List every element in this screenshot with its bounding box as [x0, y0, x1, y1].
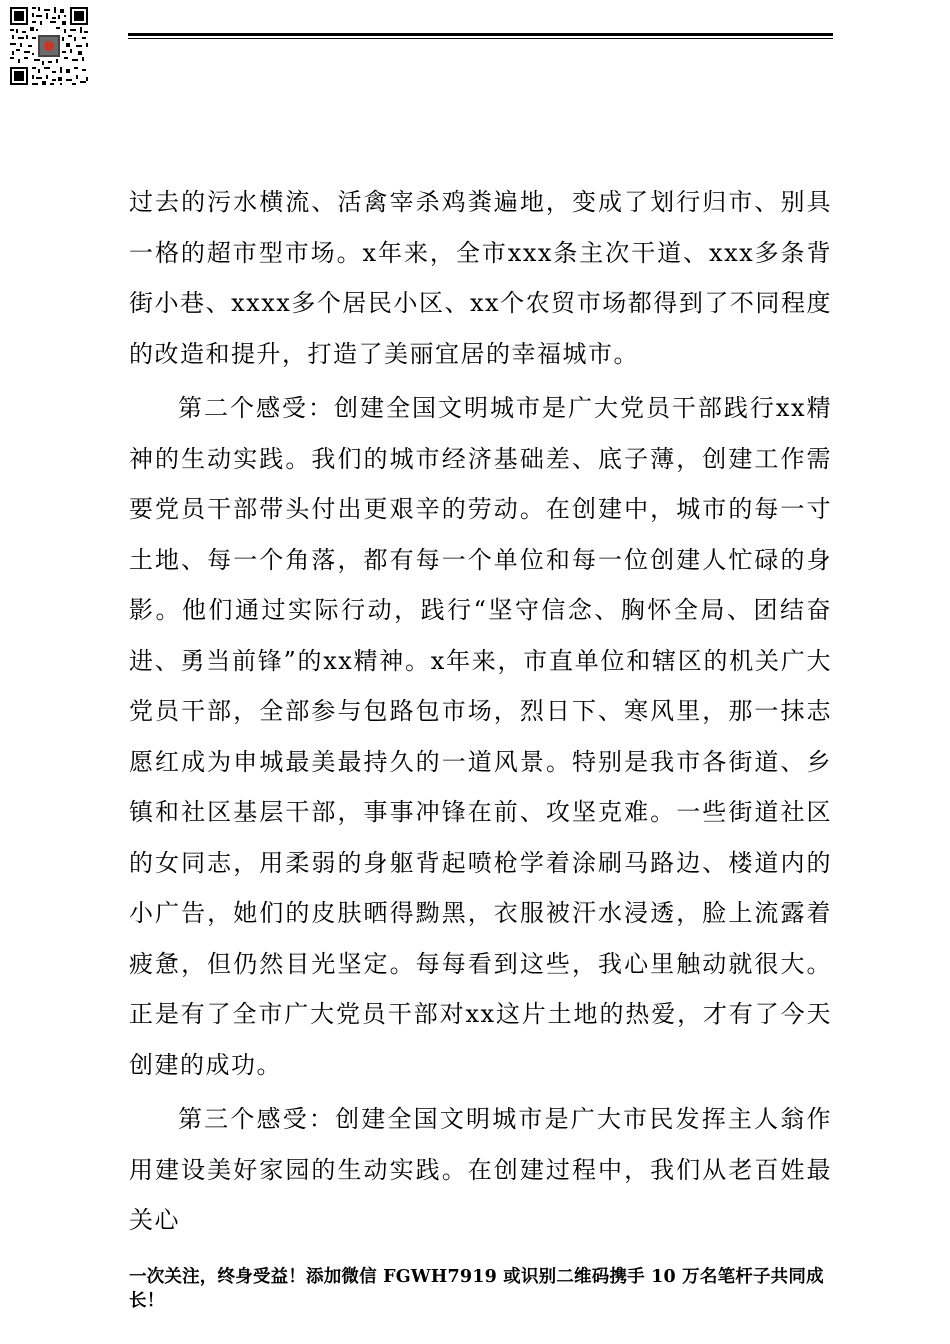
paragraph-2: 第二个感受：创建全国文明城市是广大党员干部践行xx精神的生动实践。我们的城市经济基础差、底子薄，创建工作需要党员干部带头付出更艰辛的劳动。在创建中，城市的每一寸土地、每一个角落，都有每一个单位和每一位创建人忙碌的身影。他们通过实际行动，践行“坚守信念、胸怀全局、团结奋进、勇当前锋”的xx精神。x年来，市直单位和辖区的机关广大党员干部，全部参与包路包市场，烈日下、寒风里，那一抹志愿红成为申城最美最持久的一道风景。特别是我市各街道、乡镇和社区基层干部，事事冲锋在前、攻坚克难。一些街道社区的女同志，用柔弱的身躯背起喷枪学着涂刷马路边、楼道内的小广告，她们的皮肤晒得黝黑，衣服被汗水浸透，脸上流露着疲惫，但仍然目光坚定。每每看到这些，我心里触动就很大。正是有了全市广大党员干部对xx这片土地的热爱，才有了今天创建的成功。 [129, 394, 832, 1079]
qr-center-logo [38, 35, 60, 57]
qr-finder-top-right [70, 7, 88, 25]
paragraph-1: 过去的污水横流、活禽宰杀鸡粪遍地，变成了划行归市、别具一格的超市型市场。x年来，全市xxx条主次干道、xxx多条背街小巷、xxxx多个居民小区、xx个农贸市场都得到了不同程度的改造和提升，打造了美丽宜居的幸福城市。 [129, 188, 832, 368]
paragraph-3: 第三个感受：创建全国文明城市是广大市民发挥主人翁作用建设美好家园的生动实践。在创建过程中，我们从老百姓最关心 [129, 1105, 832, 1234]
footer-promo-text: 一次关注，终身受益！添加微信 FGWH7919 或识别二维码携手 10 万名笔杆子共同成长！ [129, 1267, 824, 1311]
qr-code-icon [8, 5, 90, 87]
header-double-rule [128, 33, 833, 41]
qr-finder-top-left [10, 7, 28, 25]
header-rule-thin [128, 38, 833, 39]
qr-finder-bottom-left [10, 67, 28, 85]
header-rule-thick [128, 33, 833, 36]
document-body [129, 177, 832, 1246]
